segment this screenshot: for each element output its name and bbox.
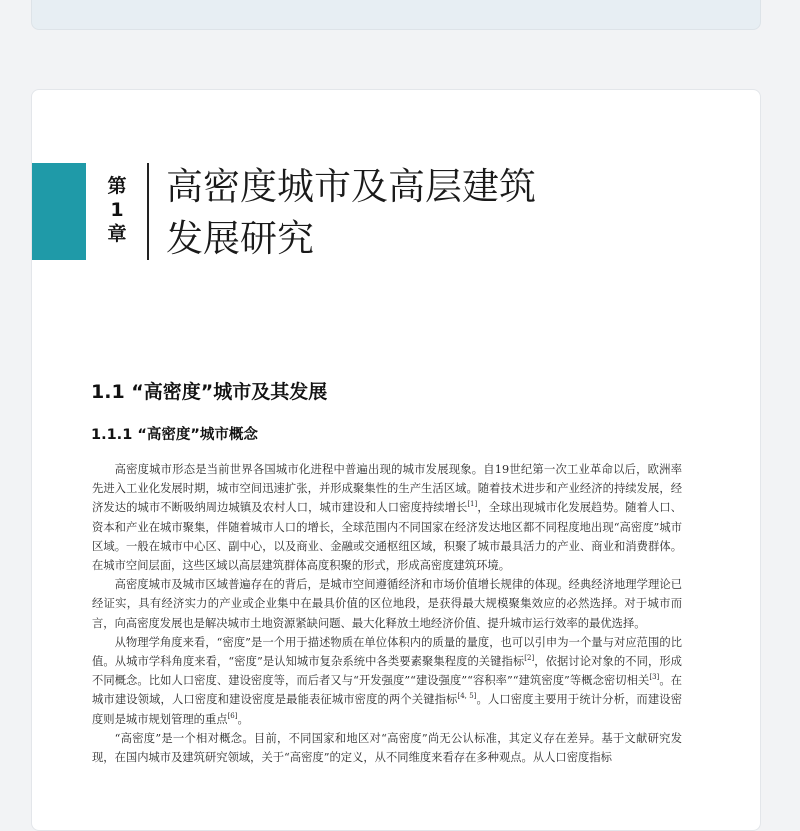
citation-ref[interactable]: [4, 5] bbox=[457, 692, 477, 701]
paragraph: “高密度”是一个相对概念。目前，不同国家和地区对“高密度”尚无公认标准，其定义存在差异。基于文献研究发现，在国内城市及建筑研究领域，关于“高密度”的定义，从不同维度来看存在多种观点。从人口密度指标 bbox=[92, 731, 682, 765]
paragraph-text: 从物理学角度来看，“密度”是一个用于描述物质在单位体积内的质量的量度，也可以引申为一个量与对应范围的比值。从城市学科角度来看，“密度”是认知城市复杂系统中各类要素聚集程度的关键指标 bbox=[92, 635, 682, 669]
citation-ref[interactable]: [6] bbox=[227, 711, 238, 720]
paragraph-text: ，依据讨论对象的不同，形成不同概念。比如人口密度、建设密度等，而后者又与“开发强度”“建设强度”“容积率”“建筑密度”等概念密切相关 bbox=[92, 655, 682, 688]
document-page bbox=[31, 89, 761, 831]
chapter-divider bbox=[147, 163, 149, 260]
section-heading: 1.1 “高密度”城市及其发展 bbox=[91, 381, 328, 403]
paragraph-text: 。 bbox=[237, 712, 249, 726]
paragraph-text: 。在城市建设领域，人口密度和建设密度是最能表征城市密度的两个关键指标 bbox=[92, 674, 682, 707]
paragraph: 高密度城市及城市区域普遍存在的背后，是城市空间遵循经济和市场价值增长规律的体现。经典经济地理学理论已经证实，具有经济实力的产业或企业集中在最具价值的区位地段，是获得最大规模聚集效应的必然选择。对于城市而言，向高密度发展也是解决城市土地资源紧缺问题、最大化释放土地经济价值、提升城市运行效率的最优选择。 bbox=[92, 578, 682, 630]
chapter-title bbox=[166, 161, 686, 265]
chapter-label-number: 1 bbox=[110, 199, 124, 221]
body-text bbox=[92, 460, 682, 767]
paragraph-text: 。人口密度主要用于统计分析，而建设密度则是城市规划管理的重点 bbox=[92, 693, 682, 726]
paragraph bbox=[92, 460, 682, 575]
chapter-title-line-2: 发展研究 bbox=[166, 217, 314, 260]
subsection-heading: 1.1.1 “高密度”城市概念 bbox=[91, 427, 258, 443]
paragraph-text: ，全球出现城市化发展趋势。随着人口、资本和产业在城市聚集，伴随着城市人口的增长，全球范围内不同国家在经济发达地区都不同程度地出现“高密度”城市区域。一般在城市中心区、副中心，以及商业、金融或交通枢纽区域，积聚了城市最具活力的产业、商业和消费群体。在城市空间层面，这些区域以高层建筑群体高度积聚的形式，形成高密度建筑环境。 bbox=[92, 501, 682, 573]
paragraph-text: 高密度城市形态是当前世界各国城市化进程中普遍出现的城市发展现象。自19世纪第一次工业革命以后，欧洲率先进入工业化发展时期，城市空间迅速扩张，并形成聚集性的生产生活区域。随着技术进步和产业经济的持续发展，经济发达的城市不断吸纳周边城镇及农村人口，城市建设和人口密度持续增长 bbox=[92, 463, 682, 515]
citation-ref[interactable]: [1] bbox=[467, 500, 478, 509]
citation-ref[interactable]: [3] bbox=[649, 673, 660, 682]
citation-ref[interactable]: [2] bbox=[524, 654, 535, 663]
chapter-number-label bbox=[103, 174, 131, 246]
chapter-label-char: 第 bbox=[107, 175, 127, 197]
chapter-title-line-1: 高密度城市及高层建筑 bbox=[166, 165, 536, 208]
chapter-accent-bar bbox=[32, 163, 86, 260]
previous-card bbox=[31, 0, 761, 30]
paragraph bbox=[92, 633, 682, 729]
chapter-label-char: 章 bbox=[107, 223, 127, 245]
